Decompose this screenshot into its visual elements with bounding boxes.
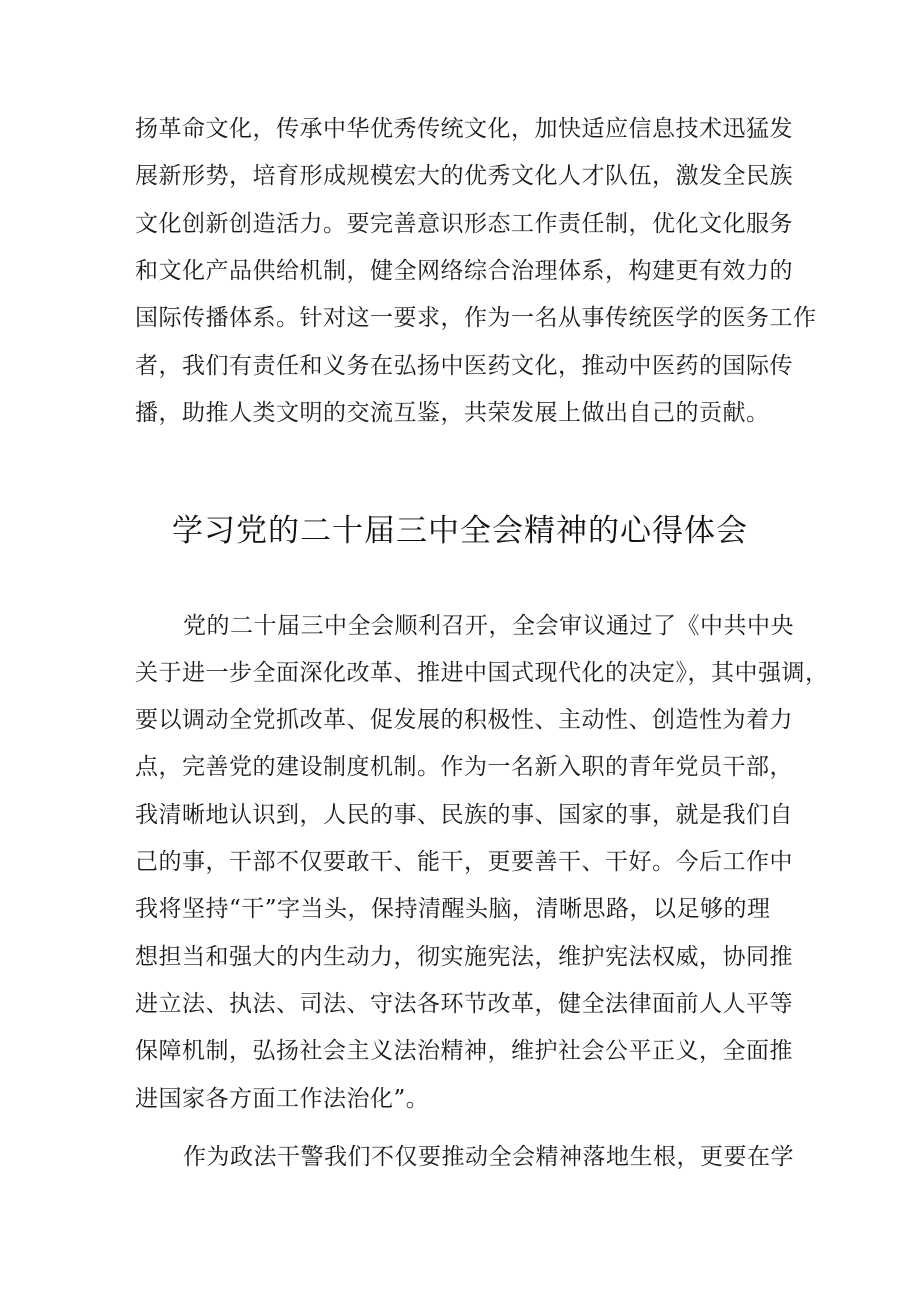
paragraph-line: 进国家各方面工作法治化”。 [135,1086,430,1112]
paragraph-line: 文化创新创造活力。要完善意识形态工作责任制，优化文化服务 [135,211,793,237]
paragraph-line: 党的二十届三中全会顺利召开，全会审议通过了《中共中央 [183,613,794,639]
paragraph-line: 关于进一步全面深化改革、推进中国式现代化的决定》，其中强调， [135,660,829,686]
paragraph-line: 展新形势，培育形成规模宏大的优秀文化人才队伍，激发全民族 [135,163,793,189]
document-title: 学习党的二十届三中全会精神的心得体会 [172,513,748,549]
paragraph-line: 想担当和强大的内生动力，彻实施宪法，维护宪法权威，协同推 [135,944,793,970]
paragraph-line: 我清晰地认识到，人民的事、民族的事、国家的事，就是我们自 [135,802,793,828]
paragraph-line: 我将坚持“干”字当头，保持清醒头脑，清晰思路，以足够的理 [135,896,771,922]
paragraph-line: 者，我们有责任和义务在弘扬中医药文化，推动中医药的国际传 [135,353,793,379]
paragraph-line: 和文化产品供给机制，健全网络综合治理体系，构建更有效力的 [135,258,793,284]
paragraph-line: 播，助推人类文明的交流互鉴，共荣发展上做出自己的贡献。 [135,400,770,426]
paragraph-line: 进立法、执法、司法、守法各环节改革，健全法律面前人人平等 [135,991,793,1017]
paragraph-line: 扬革命文化，传承中华优秀传统文化，加快适应信息技术迅猛发 [135,116,793,142]
paragraph-line: 点，完善党的建设制度机制。作为一名新入职的青年党员干部， [135,754,793,780]
paragraph-line: 作为政法干警我们不仅要推动全会精神落地生根，更要在学 [183,1144,794,1170]
paragraph-line: 要以调动全党抓改革、促发展的积极性、主动性、创造性为着力 [135,707,793,733]
paragraph-line: 己的事，干部不仅要敢干、能干，更要善干、干好。今后工作中 [135,849,793,875]
paragraph-line: 保障机制，弘扬社会主义法治精神，维护社会公平正义，全面推 [135,1038,793,1064]
paragraph-line: 国际传播体系。针对这一要求，作为一名从事传统医学的医务工作 [135,305,817,331]
